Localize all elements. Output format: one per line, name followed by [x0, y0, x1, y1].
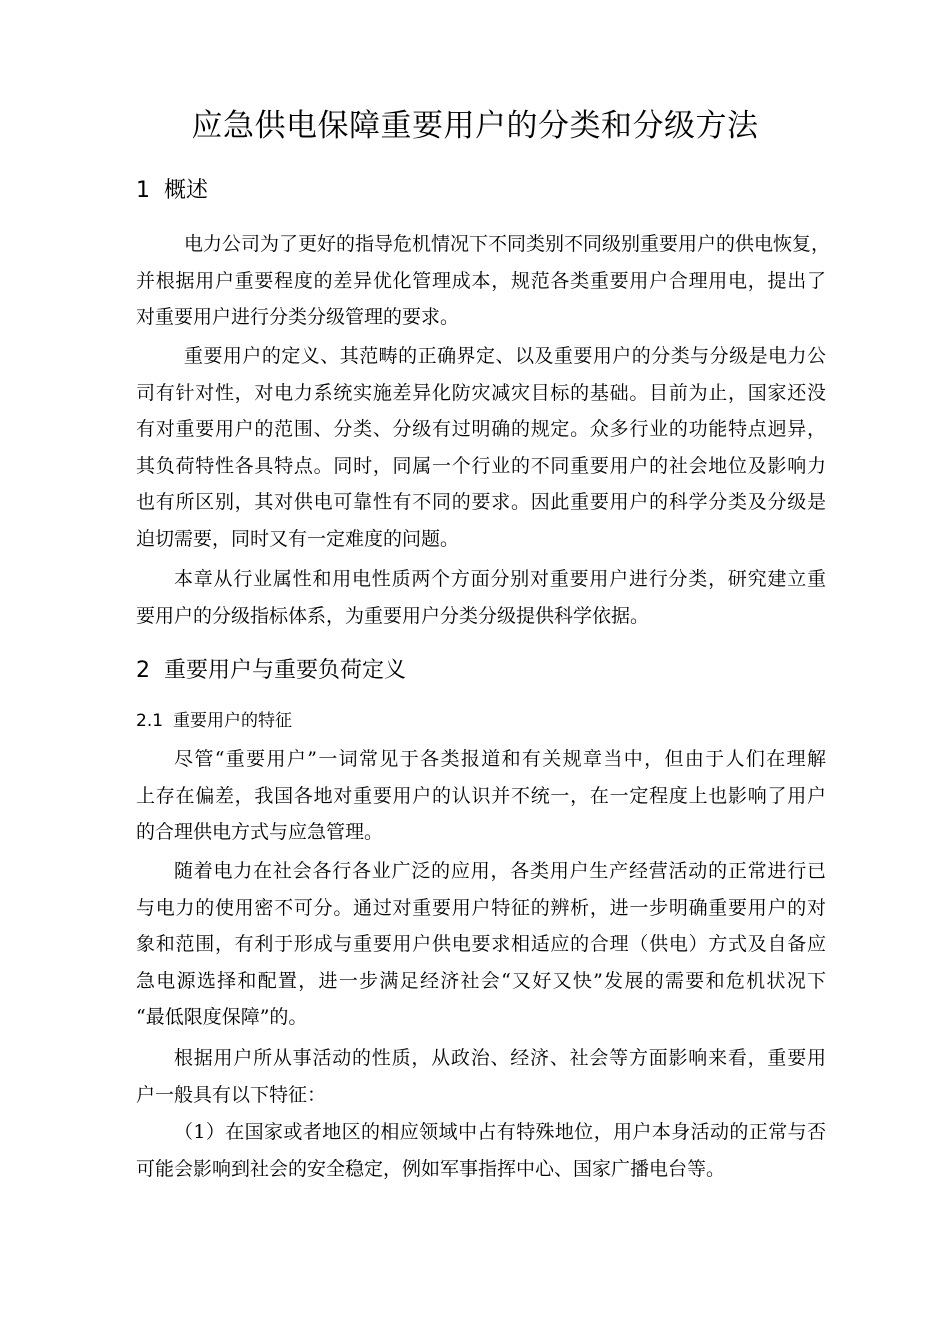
subsection-2-1-heading: [136, 708, 292, 734]
text-line: 象和范围，有利于形成与重要用户供电要求相适应的合理（供电）方式及自备应: [136, 933, 826, 955]
text-line: 重要用户的定义、其范畴的正确界定、以及重要用户的分类与分级是电力公: [184, 345, 826, 367]
section-2-paragraph-3: [136, 1040, 826, 1113]
section-1-paragraph-1: [136, 226, 831, 336]
document-title: 应急供电保障重要用户的分类和分级方法: [191, 108, 759, 144]
text-line: 上存在偏差，我国各地对重要用户的认识并不统一，在一定程度上也影响了用户: [136, 784, 826, 807]
text-line: 迫切需要，同时又有一定难度的问题。: [136, 527, 460, 550]
text-line: 有对重要用户的范围、分类、分级有过明确的规定。众多行业的功能特点迥异，: [136, 418, 826, 440]
text-line: 并根据用户重要程度的差异优化管理成本，规范各类重要用户合理用电，提出了: [136, 269, 826, 292]
section-2-heading: [136, 656, 406, 686]
text-line: 可能会影响到社会的安全稳定，例如军事指挥中心、国家广播电台等。: [136, 1157, 726, 1180]
text-line: 本章从行业属性和用电性质两个方面分别对重要用户进行分类，研究建立重: [174, 568, 826, 590]
subsection-2-1-number: 2.1: [136, 711, 164, 731]
section-2-title: 重要用户与重要负荷定义: [164, 658, 407, 683]
text-line: 户一般具有以下特征：: [136, 1083, 327, 1106]
text-line: 根据用户所从事活动的性质，从政治、经济、社会等方面影响来看，重要用: [174, 1047, 826, 1069]
text-line: 对重要用户进行分类分级管理的要求。: [136, 306, 460, 328]
section-1-paragraph-2: [136, 338, 826, 557]
text-line: 也有所区别，其对供电可靠性有不同的要求。因此重要用户的科学分类及分级是: [136, 491, 826, 513]
text-line: 的合理供电方式与应急管理。: [136, 821, 384, 843]
text-line: 其负荷特性各具特点。同时，同属一个行业的不同重要用户的社会地位及影响力: [136, 454, 826, 477]
text-line: 随着电力在社会各行各业广泛的应用，各类用户生产经营活动的正常进行已: [174, 860, 826, 882]
section-1-title: 概述: [164, 178, 209, 203]
text-line: 急电源选择和配置，进一步满足经济社会“又好又快”发展的需要和危机状况下: [136, 969, 826, 992]
section-2-paragraph-2: [136, 853, 826, 1036]
text-line: 司有针对性，对电力系统实施差异化防灾减灾目标的基础。目前为止，国家还没: [136, 381, 826, 404]
text-line: “最低限度保障”的。: [136, 1006, 308, 1028]
section-1-number: 1: [136, 178, 150, 203]
text-line: 电力公司为了更好的指导危机情况下不同类别不同级别重要用户的供电恢复，: [184, 233, 831, 255]
text-line: 要用户的分级指标体系，为重要用户分类分级提供科学依据。: [136, 604, 650, 627]
text-line: 与电力的使用密不可分。通过对重要用户特征的辨析，进一步明确重要用户的对: [136, 896, 826, 919]
text-line: （1）在国家或者地区的相应领域中占有特殊地位，用户本身活动的正常与否: [174, 1121, 826, 1143]
subsection-2-1-title: 重要用户的特征: [173, 711, 293, 731]
text-line: 尽管“重要用户”一词常见于各类报道和有关规章当中，但由于人们在理解: [174, 748, 826, 770]
section-2-paragraph-1: [136, 741, 826, 851]
section-2-paragraph-4: [136, 1114, 826, 1187]
section-1-heading: [136, 176, 208, 206]
section-2-number: 2: [136, 658, 150, 683]
section-1-paragraph-3: [136, 561, 826, 634]
